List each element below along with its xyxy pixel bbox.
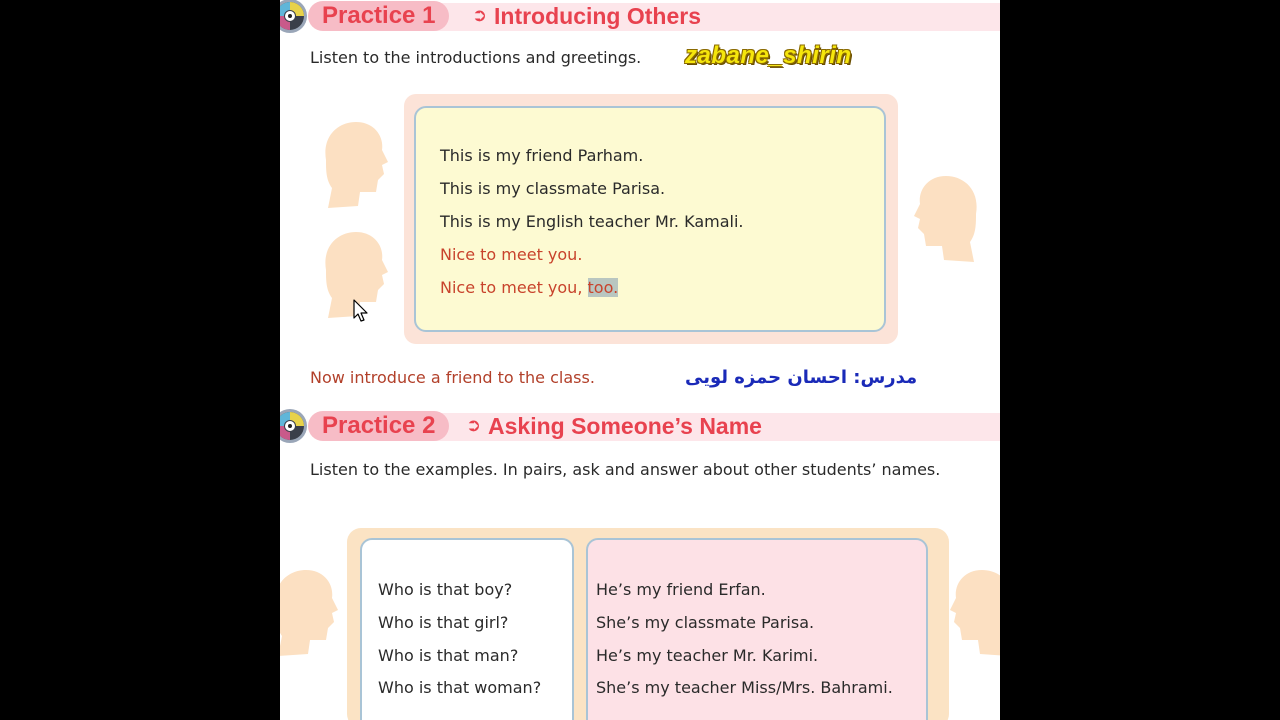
dialogue-line-red <box>440 278 618 297</box>
answer-line: She’s my classmate Parisa. <box>596 613 815 632</box>
answer-line: She’s my teacher Miss/Mrs. Bahrami. <box>596 678 893 697</box>
highlighted-word: too. <box>587 278 619 297</box>
dialogue-line: This is my English teacher Mr. Kamali. <box>440 212 744 231</box>
practice2-banner <box>280 410 1000 444</box>
practice2-instruction: Listen to the examples. In pairs, ask and answer about other students’ names. <box>310 460 941 479</box>
head-silhouette-icon <box>948 566 1000 658</box>
answer-line: He’s my teacher Mr. Karimi. <box>596 646 819 665</box>
head-silhouette-icon <box>280 566 340 658</box>
answer-line: He’s my friend Erfan. <box>596 580 766 599</box>
dialogue-line-prefix: Nice to meet you, <box>440 278 588 297</box>
practice1-follow-up: Now introduce a friend to the class. <box>310 368 595 387</box>
dialogue-line-red: Nice to meet you. <box>440 245 583 264</box>
practice2-title: Asking Someone’s Name <box>488 413 762 439</box>
mouse-cursor-icon <box>353 299 369 323</box>
textbook-page <box>280 0 1000 720</box>
practice1-title: Introducing Others <box>494 3 701 29</box>
arrow-icon: ➲ <box>466 415 482 436</box>
head-silhouette-icon <box>316 118 390 210</box>
dialogue-line: This is my classmate Parisa. <box>440 179 666 198</box>
question-line: Who is that girl? <box>378 613 509 632</box>
head-silhouette-icon <box>912 172 986 264</box>
cd-icon <box>280 408 308 444</box>
question-line: Who is that boy? <box>378 580 513 599</box>
teacher-credit: مدرس: احسان حمزه لویی <box>685 367 918 388</box>
practice1-banner <box>280 0 1000 34</box>
practice1-instruction: Listen to the introductions and greetings. <box>310 48 642 67</box>
question-line: Who is that woman? <box>378 678 542 697</box>
question-line: Who is that man? <box>378 646 519 665</box>
arrow-icon: ➲ <box>472 5 488 26</box>
watermark: zabane_shirin <box>685 42 852 69</box>
practice2-label: Practice 2 <box>308 411 449 441</box>
cd-icon <box>280 0 308 34</box>
practice1-label: Practice 1 <box>308 1 449 31</box>
dialogue-line: This is my friend Parham. <box>440 146 644 165</box>
